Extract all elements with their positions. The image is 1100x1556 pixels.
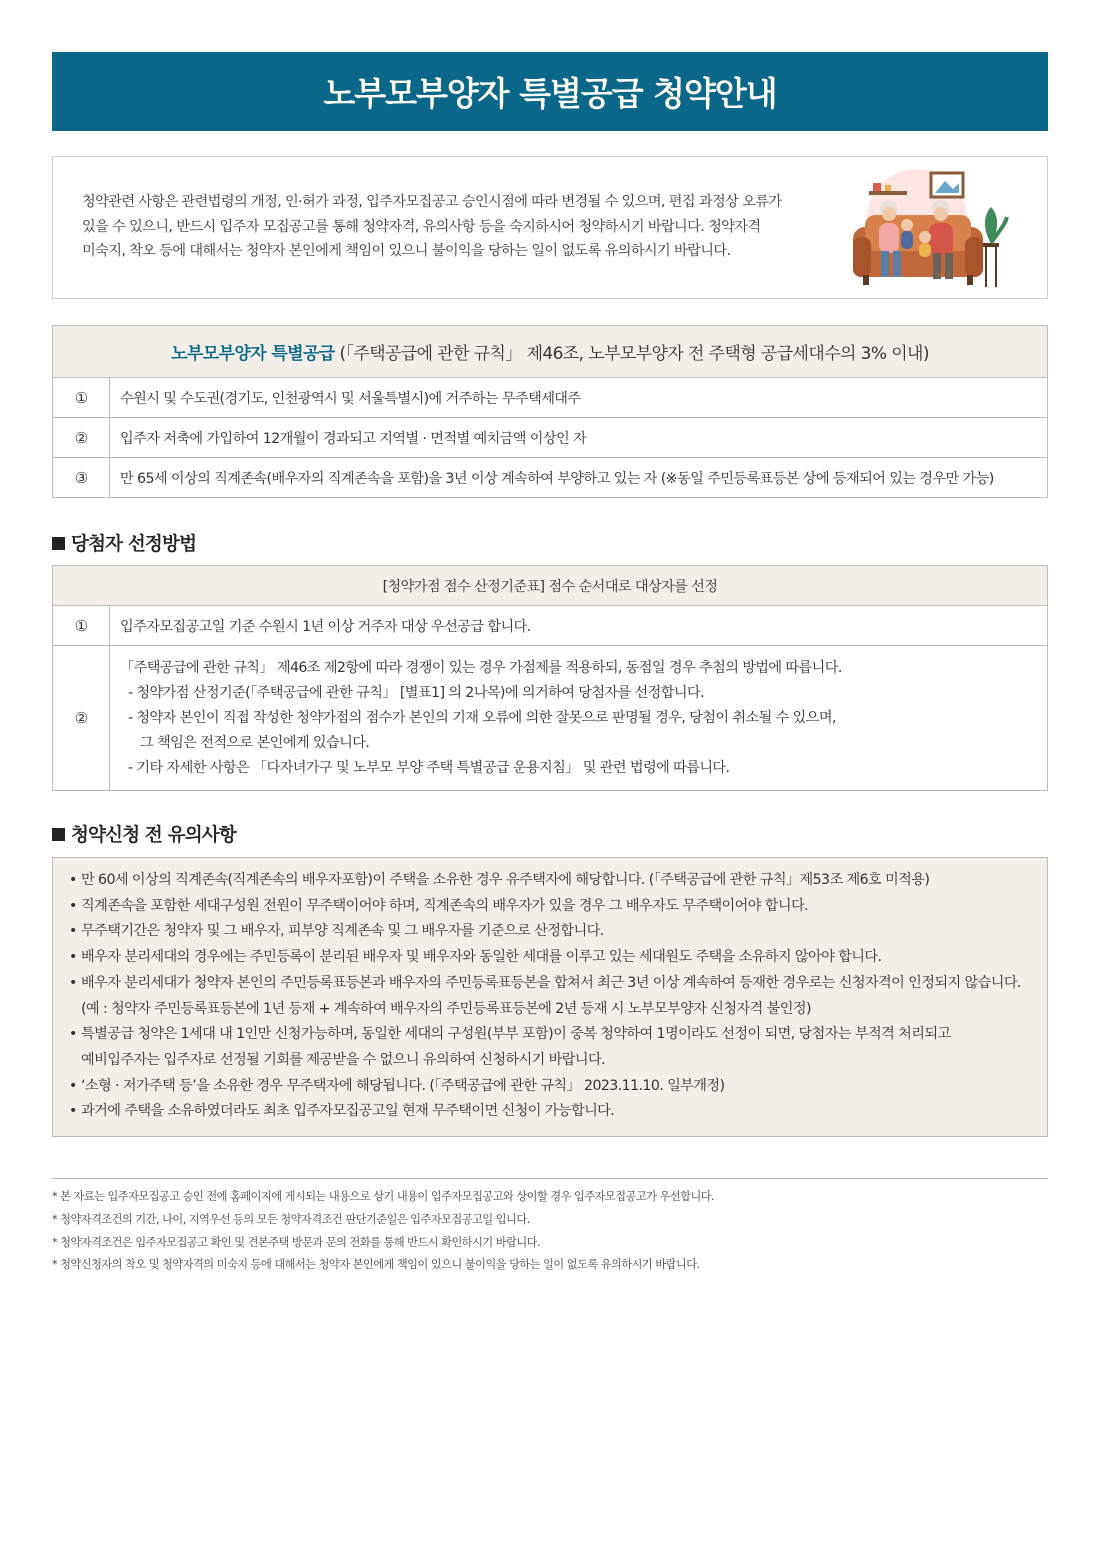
footnote: * 청약자격조건은 입주자모집공고 확인 및 견본주택 방문과 문의 전화를 통해 반드시 확인하시기 바랍니다. — [52, 1235, 541, 1249]
intro-line: 있을 수 있으니, 반드시 입주자 모집공고를 통해 청약자격, 유의사항 등을 숙지하시어 청약하시기 바랍니다. 청약자격 — [82, 218, 761, 235]
supply-header-strong: 노부모부양자 특별공급 — [171, 344, 335, 364]
note-continuation: (예 : 청약자 주민등록표등본에 1년 등재 + 계속하여 배우자의 주민등록표등본에 2년 등재 시 노부모부양자 신청자격 불인정) — [81, 1000, 811, 1017]
row-number: ③ — [53, 458, 110, 498]
dot-bullet-icon: • — [69, 1077, 77, 1094]
row-number: ② — [53, 646, 110, 791]
notes-list — [69, 868, 1047, 1125]
footer-divider — [52, 1178, 1048, 1179]
row-text: 입주자모집공고일 기준 수원시 1년 이상 거주자 대상 우선공급 합니다. — [110, 606, 1048, 646]
notes-title-text: 청약신청 전 유의사항 — [71, 825, 236, 846]
selection-section-title — [52, 530, 196, 556]
note-text: 만 60세 이상의 직계존속(직계존속의 배우자포함)이 주택을 소유한 경우 유주택자에 해당합니다. (「주택공급에 관한 규칙」제53조 제6호 미적용) — [81, 872, 930, 888]
list-item — [69, 1074, 1047, 1100]
note-text: 특별공급 청약은 1세대 내 1인만 신청가능하며, 동일한 세대의 구성원(부부 포함)이 중복 청약하여 1명이라도 선정이 되면, 당첨자는 부적격 처리되고 — [81, 1026, 951, 1043]
table-row — [53, 418, 1048, 458]
row-text: 수원시 및 수도권(경기도, 인천광역시 및 서울특별시)에 거주하는 무주택세대주 — [110, 378, 1048, 418]
row-number: ① — [53, 606, 110, 646]
list-item — [69, 971, 1047, 1022]
note-text: 배우자 분리세대의 경우에는 주민등록이 분리된 배우자 및 배우자와 동일한 세대를 이루고 있는 세대원도 주택을 소유하지 않아야 합니다. — [81, 949, 882, 966]
supply-header-rest: (「주택공급에 관한 규칙」 제46조, 노부모부양자 전 주택형 공급세대수의 3% 이내) — [334, 344, 929, 364]
table-row — [53, 646, 1048, 791]
row-text: 만 65세 이상의 직계존속(배우자의 직계존속을 포함)을 3년 이상 계속하여 부양하고 있는 자 (※동일 주민등록표등본 상에 등재되어 있는 경우만 가능) — [110, 458, 1048, 498]
row-line: - 청약자 본인이 직접 작성한 청약가점의 점수가 본인의 기재 오류에 의한 잘못으로 판명될 경우, 당첨이 취소될 수 있으며, — [128, 709, 836, 726]
note-text: 무주택기간은 청약자 및 그 배우자, 피부양 직계존속 및 그 배우자를 기준으로 산정합니다. — [81, 923, 604, 940]
note-text: 배우자 분리세대가 청약자 본인의 주민등록표등본과 배우자의 주민등록표등본을 합쳐서 최근 3년 이상 계속하여 등재한 경우로는 신청자격이 인정되지 않습니다. — [81, 974, 1021, 991]
square-bullet-icon — [52, 828, 65, 841]
intro-box — [52, 156, 1048, 299]
note-text: ‘소형 · 저가주택 등’을 소유한 경우 무주택자에 해당됩니다. (「주택공급에 관한 규칙」 2023.11.10. 일부개정) — [81, 1077, 725, 1094]
supply-table — [52, 325, 1048, 498]
dot-bullet-icon: • — [69, 923, 77, 940]
dot-bullet-icon: • — [69, 1026, 77, 1043]
list-item — [69, 1022, 1047, 1073]
table-row — [53, 606, 1048, 646]
row-number: ① — [53, 378, 110, 418]
supply-table-header — [53, 326, 1048, 378]
family-sofa-illustration-icon — [849, 167, 1009, 292]
notes-box — [52, 857, 1048, 1137]
list-item — [69, 945, 1047, 971]
row-line: 그 책임은 전적으로 본인에게 있습니다. — [140, 734, 370, 751]
intro-line: 청약관련 사항은 관련법령의 개정, 인·허가 과정, 입주자모집공고 승인시점에 따라 변경될 수 있으며, 편집 과정상 오류가 — [82, 194, 782, 210]
table-row — [53, 458, 1048, 498]
row-text-block — [110, 646, 1048, 791]
footnote: * 본 자료는 입주자모집공고 승인 전에 홈페이지에 게시되는 내용으로 상기 내용이 입주자모집공고와 상이할 경우 입주자모집공고가 우선합니다. — [52, 1190, 715, 1203]
selection-title-text: 당첨자 선정방법 — [71, 534, 197, 555]
note-continuation: 예비입주자는 입주자로 선정될 기회를 제공받을 수 없으니 유의하여 신청하시기 바랍니다. — [81, 1051, 605, 1068]
row-line: - 청약가점 산정기준(「주택공급에 관한 규칙」 [별표1] 의 2나목)에 의거하여 당첨자를 선정합니다. — [128, 684, 704, 701]
dot-bullet-icon: • — [69, 897, 77, 914]
row-line: - 기타 자세한 사항은 「다자녀가구 및 노부모 부양 주택 특별공급 운용지침」 및 관련 법령에 따릅니다. — [128, 759, 730, 776]
selection-table — [52, 565, 1048, 791]
footnote: * 청약신청자의 착오 및 청약자격의 미숙지 등에 대해서는 청약자 본인에게 책임이 있으니 불이익을 당하는 일이 없도록 유의하시기 바랍니다. — [52, 1258, 700, 1272]
intro-text — [82, 190, 820, 264]
page-title: 노부모부양자 특별공급 청약안내 — [52, 52, 1048, 131]
row-text: 입주자 저축에 가입하여 12개월이 경과되고 지역별 · 면적별 예치금액 이상인 자 — [110, 418, 1048, 458]
square-bullet-icon — [52, 537, 65, 550]
row-number: ② — [53, 418, 110, 458]
list-item — [69, 919, 1047, 945]
row-line: 「주택공급에 관한 규칙」 제46조 제2항에 따라 경쟁이 있는 경우 가점제를 적용하되, 동점일 경우 추첨의 방법에 따릅니다. — [120, 659, 842, 676]
table-row — [53, 378, 1048, 418]
dot-bullet-icon: • — [69, 872, 77, 888]
selection-table-header: [청약가점 점수 산정기준표] 점수 순서대로 대상자를 선정 — [53, 566, 1048, 606]
note-text: 과거에 주택을 소유하였더라도 최초 입주자모집공고일 현재 무주택이면 신청이 가능합니다. — [81, 1103, 615, 1120]
footnote: * 청약자격조건의 기간, 나이, 지역우선 등의 모든 청약자격조건 판단기준일은 입주자모집공고일 입니다. — [52, 1212, 530, 1226]
intro-line: 미숙지, 착오 등에 대해서는 청약자 본인에게 책임이 있으니 불이익을 당하는 일이 없도록 유의하시기 바랍니다. — [82, 243, 731, 259]
footnotes — [52, 1186, 1048, 1277]
list-item — [69, 1099, 1047, 1125]
dot-bullet-icon: • — [69, 949, 77, 966]
list-item — [69, 868, 1047, 894]
dot-bullet-icon: • — [69, 974, 77, 991]
list-item — [69, 894, 1047, 920]
dot-bullet-icon: • — [69, 1103, 77, 1120]
notes-section-title — [52, 821, 236, 847]
note-text: 직계존속을 포함한 세대구성원 전원이 무주택이어야 하며, 직계존속의 배우자가 있을 경우 그 배우자도 무주택이어야 합니다. — [81, 897, 809, 914]
